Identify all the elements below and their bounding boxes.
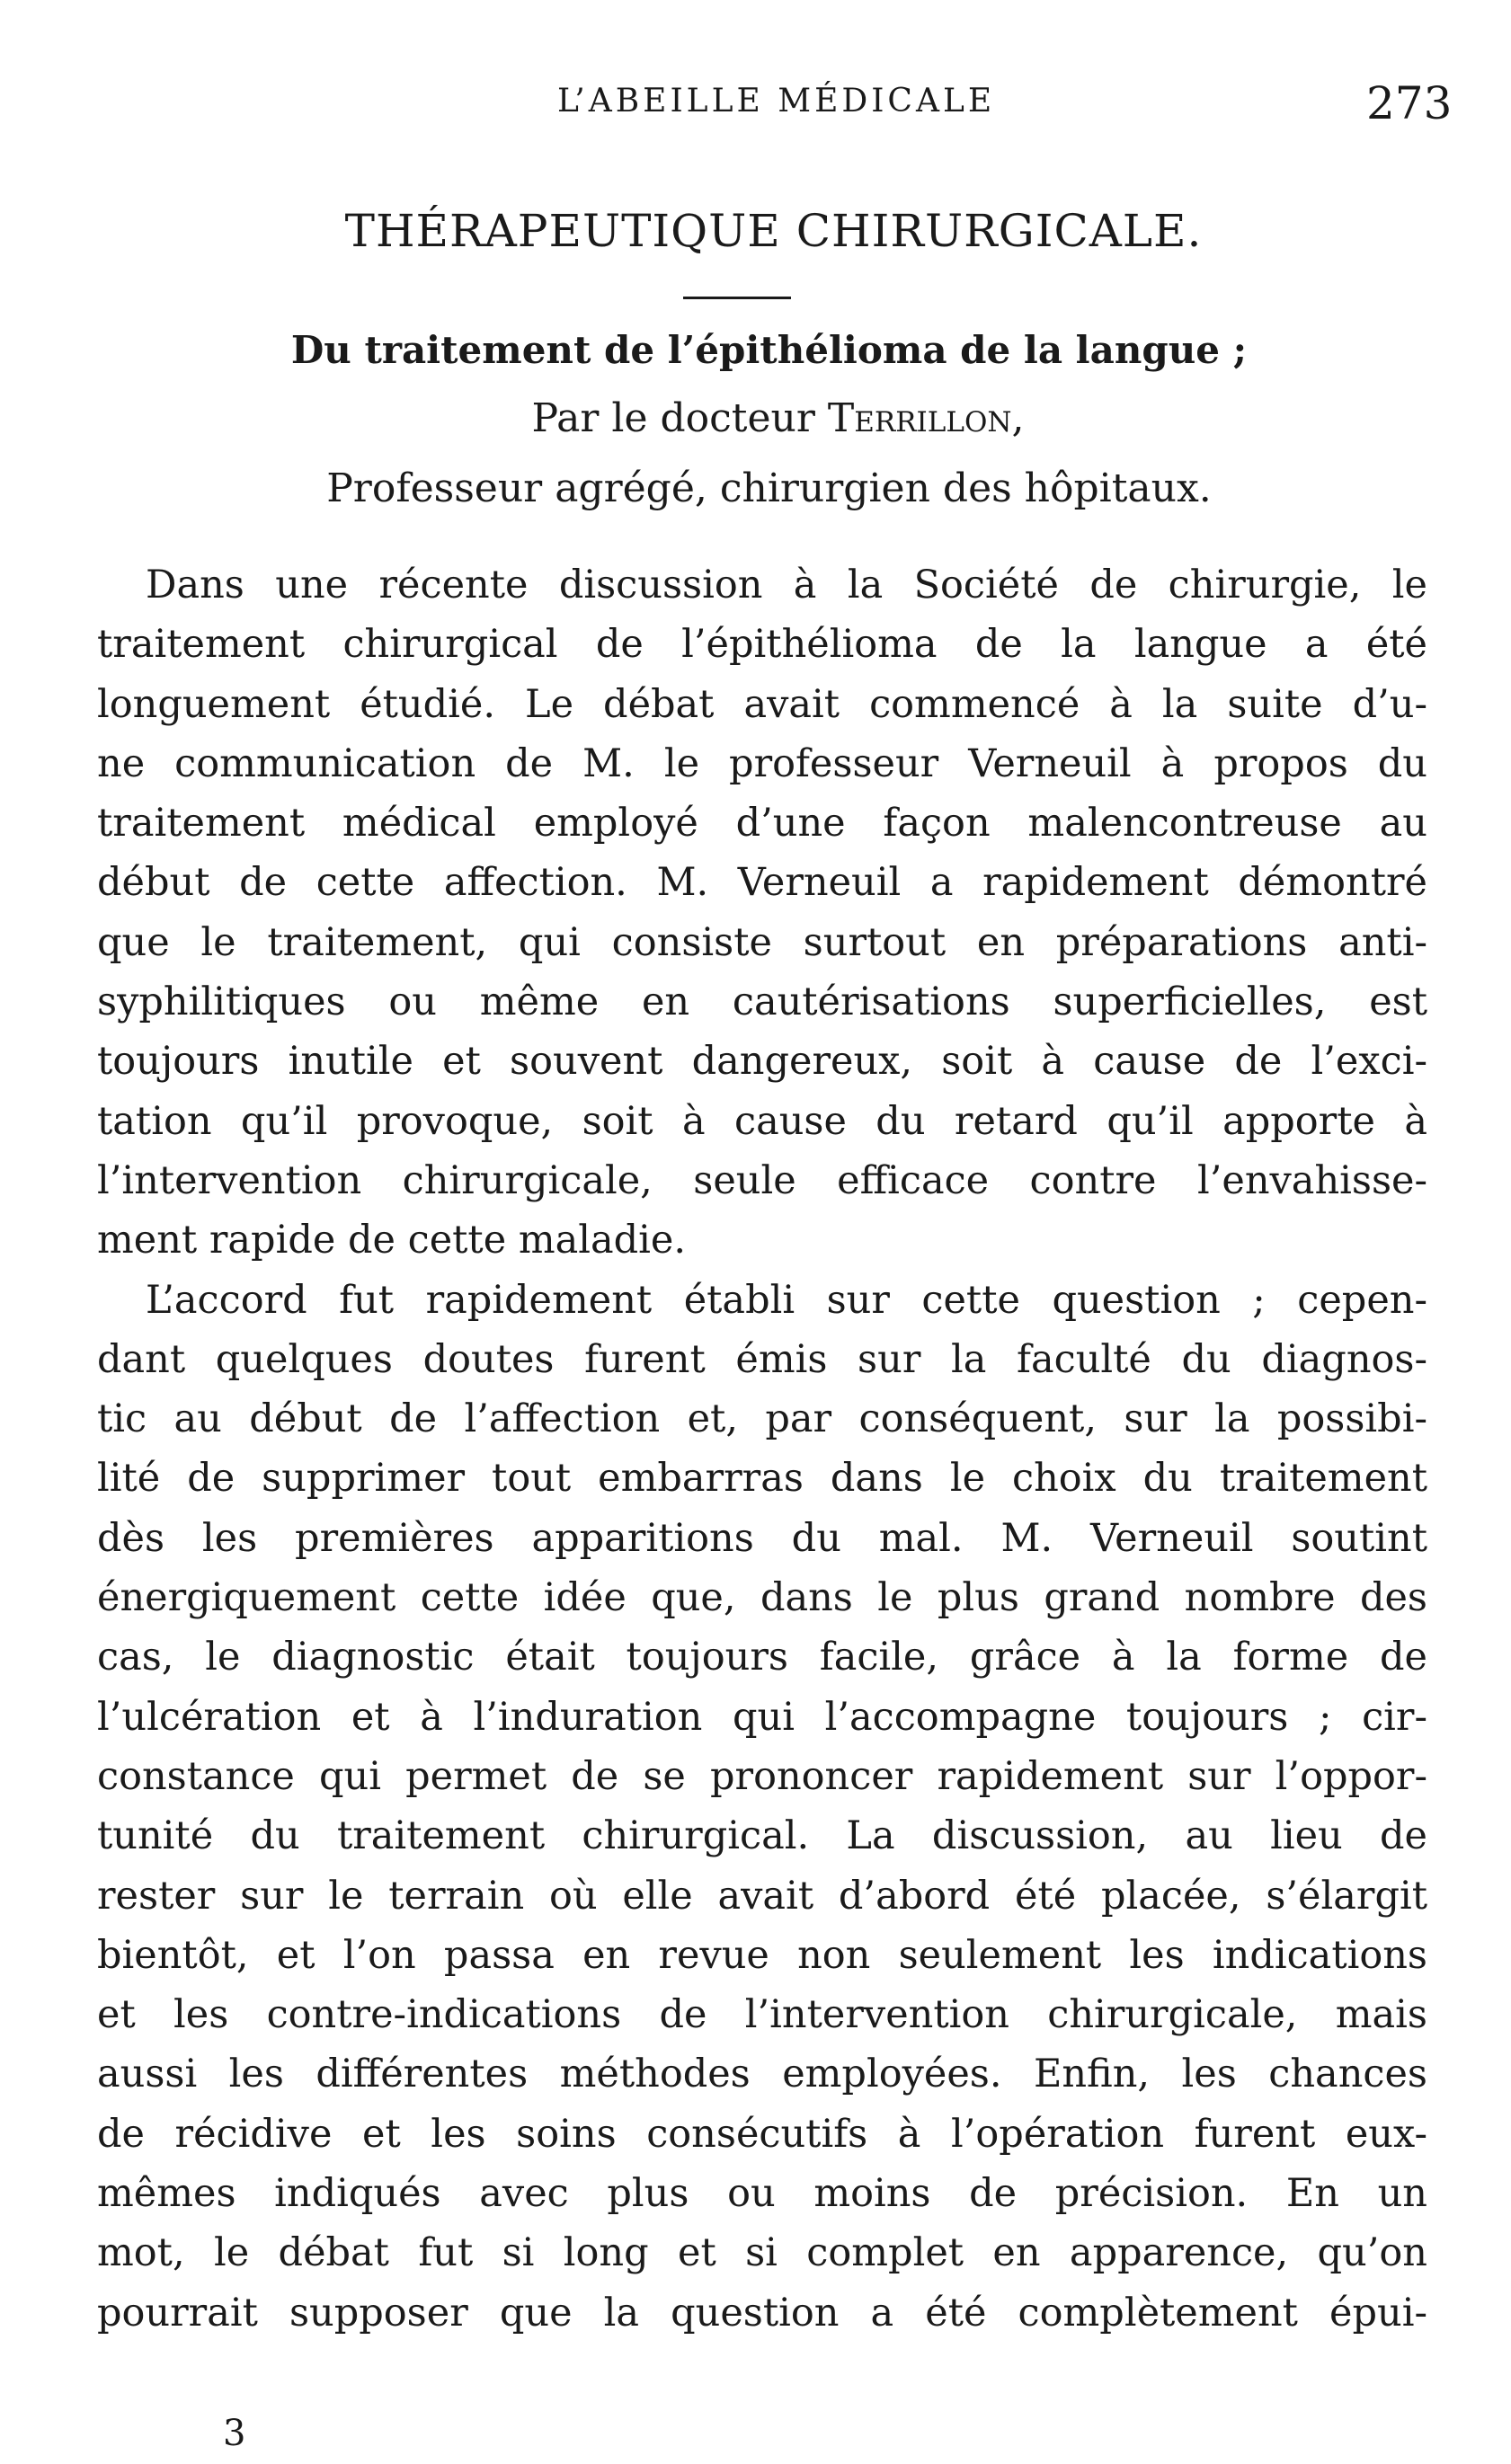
text-line: énergiquement cette idée que, dans le plus grand nombre des <box>97 1575 1427 1621</box>
text-line: syphilitiques ou même en cautérisations superficielles, est <box>97 979 1427 1025</box>
text-line: toujours inutile et souvent dangereux, soit à cause de l’exci- <box>97 1039 1427 1085</box>
article-body <box>97 555 1427 2343</box>
text-line: longuement étudié. Le débat avait commencé à la suite d’u- <box>97 681 1427 727</box>
page-number: 273 <box>1366 77 1453 129</box>
section-title: THÉRAPEUTIQUE CHIRURGICALE. <box>344 205 1203 257</box>
byline <box>0 395 1511 441</box>
text-line: L’accord fut rapidement établi sur cette question ; cepen- <box>146 1277 1427 1323</box>
running-title: L’ABEILLE MÉDICALE <box>557 83 996 120</box>
text-line: dant quelques doutes furent émis sur la faculté du diagnos- <box>97 1336 1427 1382</box>
text-line: lité de supprimer tout embarrras dans le choix du traitement <box>97 1456 1427 1502</box>
signature-mark: 3 <box>223 2413 246 2454</box>
text-line: tic au début de l’affection et, par conséquent, sur la possibi- <box>97 1396 1427 1442</box>
text-line: Dans une récente discussion à la Société de chirurgie, le <box>146 563 1427 607</box>
text-line: tation qu’il provoque, soit à cause du retard qu’il apporte à <box>97 1098 1427 1144</box>
text-line: dès les premières apparitions du mal. M. Verneuil soutint <box>97 1515 1427 1561</box>
text-line: de récidive et les soins consécutifs à l’opération furent eux- <box>97 2111 1427 2157</box>
text-line: l’ulcération et à l’induration qui l’accompagne toujours ; cir- <box>97 1694 1427 1740</box>
author-affiliation: Professeur agrégé, chirurgien des hôpitaux. <box>326 465 1212 511</box>
text-line: l’intervention chirurgicale, seule efficace contre l’envahisse- <box>97 1157 1427 1203</box>
text-line: début de cette affection. M. Verneuil a rapidement démontré <box>97 860 1427 906</box>
text-line: constance qui permet de se prononcer rapidement sur l’oppor- <box>97 1753 1427 1799</box>
text-line: tunité du traitement chirurgical. La discussion, au lieu de <box>97 1813 1427 1859</box>
text-line: rester sur le terrain où elle avait d’abord été placée, s’élargit <box>97 1873 1427 1919</box>
text-line: cas, le diagnostic était toujours facile, grâce à la forme de <box>97 1635 1427 1680</box>
byline-prefix: Par le docteur <box>531 395 828 441</box>
text-line: et les contre-indications de l’intervention chirurgicale, mais <box>97 1992 1427 2038</box>
text-line: mêmes indiqués avec plus ou moins de précision. En un <box>97 2171 1427 2217</box>
author-name: Terrillon, <box>827 395 1025 441</box>
text-line: traitement médical employé d’une façon malencontreuse au <box>97 801 1427 846</box>
running-head <box>0 77 1511 137</box>
article-title: Du traitement de l’épithélioma de la langue ; <box>290 328 1248 372</box>
text-line: que le traitement, qui consiste surtout en préparations anti- <box>97 919 1427 965</box>
text-line: bientôt, et l’on passa en revue non seulement les indications <box>97 1932 1427 1978</box>
title-rule <box>683 297 791 299</box>
text-line: traitement chirurgical de l’épithélioma de la langue a été <box>97 622 1427 668</box>
text-line: aussi les différentes méthodes employées. Enfin, les chances <box>97 2052 1427 2097</box>
text-line: ment rapide de cette maladie. <box>97 1218 687 1263</box>
text-line: pourrait supposer que la question a été complètement épui- <box>97 2290 1427 2335</box>
text-line: ne communication de M. le professeur Verneuil à propos du <box>97 740 1427 786</box>
text-line: mot, le débat fut si long et si complet en apparence, qu’on <box>97 2230 1427 2276</box>
